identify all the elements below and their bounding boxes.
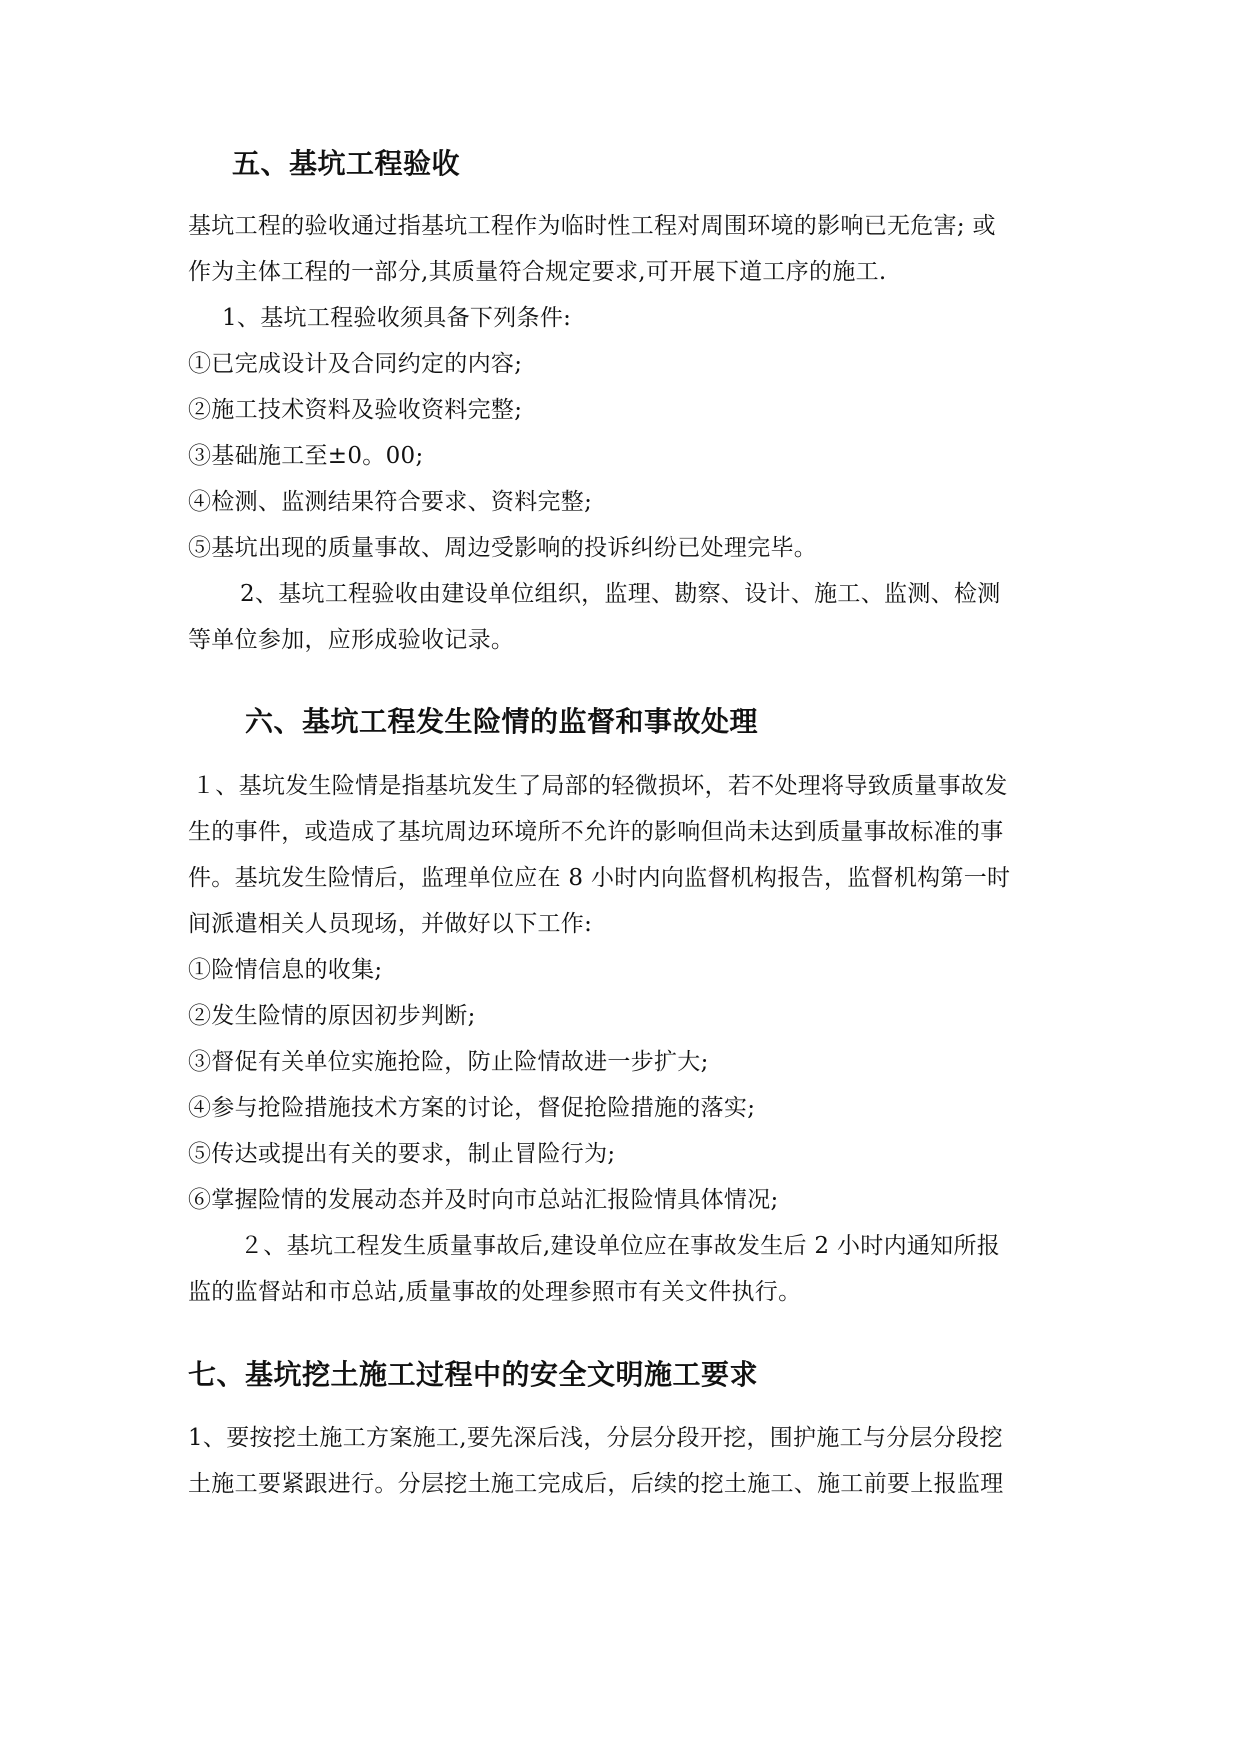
section-6-heading: 六、基坑工程发生险情的监督和事故处理: [245, 705, 759, 738]
section-6-list-item: ③督促有关单位实施抢险，防止险情故进一步扩大;: [188, 1049, 709, 1075]
section-6-list-item: ①险情信息的收集;: [188, 957, 383, 983]
section-6-line: 间派遣相关人员现场，并做好以下工作:: [188, 911, 593, 937]
section-7-line: 土施工要紧跟进行。分层挖土施工完成后，后续的挖土施工、施工前要上报监理: [188, 1471, 1004, 1497]
section-6-line: 件。基坑发生险情后，监理单位应在 8 小时内向监督机构报告，监督机构第一时: [188, 865, 1011, 891]
section-5-line: 作为主体工程的一部分,其质量符合规定要求,可开展下道工序的施工.: [188, 259, 887, 285]
section-6-list-item: ②发生险情的原因初步判断;: [188, 1003, 476, 1029]
section-6-line: 监的监督站和市总站,质量事故的处理参照市有关文件执行。: [188, 1279, 802, 1305]
section-5-list-item: ③基础施工至±0。00;: [188, 443, 424, 469]
section-5-list-item: ②施工技术资料及验收资料完整;: [188, 397, 523, 423]
section-5-line: 等单位参加，应形成验收记录。: [188, 627, 515, 653]
section-6-list-item: ⑥掌握险情的发展动态并及时向市总站汇报险情具体情况;: [188, 1187, 779, 1213]
section-5-list-item: ⑤基坑出现的质量事故、周边受影响的投诉纠纷已处理完毕。: [188, 535, 818, 561]
section-6-line: １、基坑发生险情是指基坑发生了局部的轻微损坏，若不处理将导致质量事故发: [192, 773, 1008, 799]
section-5-line: 2、基坑工程验收由建设单位组织，监理、勘察、设计、施工、监测、检测: [240, 581, 1001, 607]
section-7-heading: 七、基坑挖土施工过程中的安全文明施工要求: [188, 1358, 759, 1391]
section-5-item-heading: 1、基坑工程验收须具备下列条件:: [222, 305, 572, 331]
section-6-line: ２、基坑工程发生质量事故后,建设单位应在事故发生后 2 小时内通知所报: [240, 1233, 1001, 1259]
section-7-line: 1、要按挖土施工方案施工,要先深后浅，分层分段开挖，围护施工与分层分段挖: [188, 1425, 1003, 1451]
section-6-line: 生的事件，或造成了基坑周边环境所不允许的影响但尚未达到质量事故标准的事: [188, 819, 1004, 845]
section-5-heading: 五、基坑工程验收: [232, 147, 461, 180]
section-5-list-item: ④检测、监测结果符合要求、资料完整;: [188, 489, 593, 515]
section-5-list-item: ①已完成设计及合同约定的内容;: [188, 351, 523, 377]
section-6-list-item: ⑤传达或提出有关的要求，制止冒险行为;: [188, 1141, 616, 1167]
section-5-line: 基坑工程的验收通过指基坑工程作为临时性工程对周围环境的影响已无危害; 或: [188, 213, 996, 239]
section-6-list-item: ④参与抢险措施技术方案的讨论，督促抢险措施的落实;: [188, 1095, 756, 1121]
